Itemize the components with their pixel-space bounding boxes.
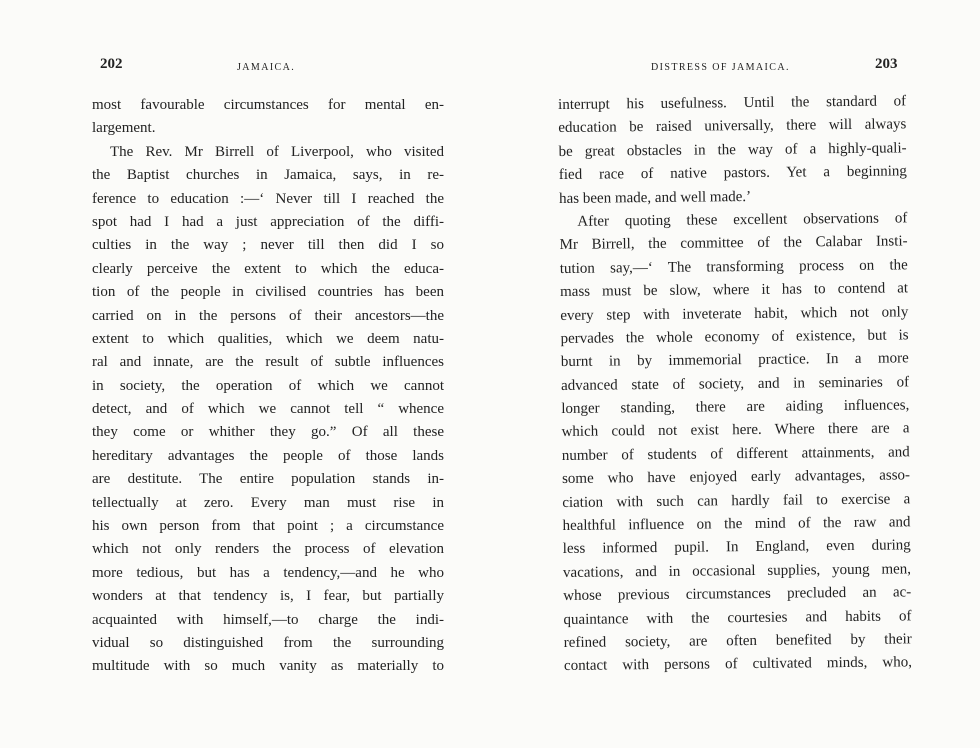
text-line: whose previous circumstances precluded an ac- (563, 584, 912, 605)
text-line: hereditary advantages the people of those lands (92, 447, 444, 464)
text-line: fied race of native pastors. Yet a beginning (558, 163, 907, 184)
text-line: vidual so distinguished from the surrounding (92, 634, 444, 651)
text-line: has been made, and well made.’ (559, 188, 752, 207)
text-line: more tedious, but has a tendency,—and he who (92, 564, 444, 581)
text-line: pervades the whole economy of existence, but is (560, 327, 909, 347)
text-line: number of students of different attainments, and (561, 444, 910, 464)
text-line: extent to which qualities, which we deem natu- (92, 330, 444, 347)
left-page-header (0, 56, 490, 80)
text-line: The Rev. Mr Birrell of Liverpool, who visited (110, 143, 444, 160)
text-line: longer standing, there are aiding influences, (561, 397, 910, 418)
running-head: JAMAICA. (237, 62, 296, 73)
text-line: they come or whither they go.” Of all these (92, 424, 444, 441)
text-line: advanced state of society, and in seminaries of (560, 374, 910, 394)
text-line: the Baptist churches in Jamaica, says, in re- (92, 167, 444, 184)
text-line: in society, the operation of which we cannot (92, 377, 444, 394)
text-line: spot had I had a just appreciation of the diffi- (92, 213, 444, 230)
text-line: interrupt his usefulness. Until the standard of (558, 93, 907, 113)
text-line: be great obstacles in the way of a highly-quali- (558, 140, 907, 160)
page-number: 202 (100, 56, 123, 72)
text-line: tellectually at zero. Every man must rise in (92, 494, 444, 511)
text-line: less informed pupil. In England, even during (562, 537, 911, 558)
text-line: After quoting these excellent observations of (577, 210, 908, 230)
text-line: are destitute. The entire population stands in- (92, 471, 444, 488)
text-line: burnt in by immemorial practice. In a more (560, 350, 909, 371)
text-line: wonders at that tendency is, I fear, but partially (92, 588, 444, 605)
right-page-text (558, 90, 912, 678)
text-line: contact with persons of cultivated minds, who, (563, 654, 913, 675)
text-line: which not only renders the process of elevation (92, 541, 444, 558)
text-line: multitude with so much vanity as materially to (92, 658, 444, 675)
text-line: tution say,—‘ The transforming process on the (559, 257, 908, 277)
text-line: carried on in the persons of their ancestors—the (92, 307, 444, 324)
text-line: his own person from that point ; a circumstance (92, 518, 444, 535)
text-line: tion of the people in civilised countries has been (92, 284, 444, 301)
text-line: ral and innate, are the result of subtle influences (92, 354, 444, 371)
text-line: quaintance with the courtesies and habits of (563, 607, 912, 628)
text-line: every step with inveterate habit, which not only (560, 303, 909, 324)
text-line: largement. (92, 120, 156, 137)
text-line: detect, and of which we cannot tell “ whence (92, 401, 444, 418)
left-page-text (92, 94, 444, 679)
text-line: some who have enjoyed early advantages, asso- (561, 467, 911, 488)
text-line: refined society, are often benefited by their (563, 631, 912, 651)
text-line: culties in the way ; never till then did I so (92, 237, 444, 254)
text-line: clearly perceive the extent to which the educa- (92, 260, 444, 277)
text-line: acquainted with himself,—to charge the indi- (92, 611, 444, 628)
text-line: ciation with such can hardly fail to exercise a (562, 490, 911, 511)
text-line: education be raised universally, there will always (558, 116, 907, 137)
text-line: mass must be slow, where it has to contend at (559, 280, 909, 301)
right-page-header (490, 56, 980, 80)
text-line: healthful influence on the mind of the raw and (562, 514, 911, 535)
page-number: 203 (875, 56, 898, 72)
text-line: ference to education :—‘ Never till I reached the (92, 190, 444, 207)
running-head: DISTRESS OF JAMAICA. (651, 62, 790, 73)
right-page (490, 0, 980, 748)
text-line: which could not exist here. Where there are a (561, 420, 910, 441)
text-line: Mr Birrell, the committee of the Calabar Insti- (559, 233, 908, 254)
text-line: vacations, and in occasional supplies, young men, (562, 561, 912, 581)
text-line: most favourable circumstances for mental en- (92, 97, 444, 113)
